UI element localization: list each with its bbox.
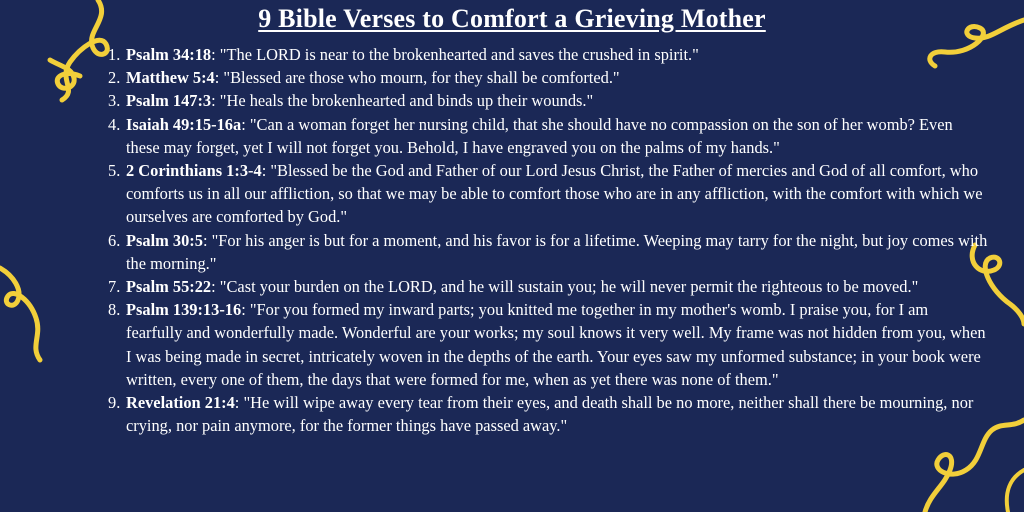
item-number: 8. (108, 300, 121, 320)
item-number: 3. (108, 91, 121, 111)
ribbon-streamer (0, 268, 40, 360)
verse-text: : "For you formed my inward parts; you knitted me together in my mother's womb. I praise you, for I am fearfully and wonderfully made. Wonderful are your works; my soul knows it very well. My frame was not hidden from you, when I was being made in secret, intricately woven in the depths of the earth. Your eyes saw my unformed substance; in your book were written, every one of them, the days that were formed for me, when as yet there was none of them." (126, 300, 986, 389)
item-number: 9. (108, 393, 121, 413)
page-title: 9 Bible Verses to Comfort a Grieving Mother (258, 4, 766, 33)
list-item (108, 298, 988, 391)
list-item (108, 66, 988, 89)
item-number: 2. (108, 68, 121, 88)
list-item (108, 43, 988, 66)
item-number: 1. (108, 45, 121, 64)
ribbon-streamer (1007, 470, 1024, 512)
verse-reference: Isaiah 49:15-16a (126, 114, 242, 134)
verse-text: : "Can a woman forget her nursing child, that she should have no compassion on the son of her womb? Even these may forget, yet I will not forget you. Behold, I have engraved you on the palms of my hands." (126, 114, 953, 157)
verse-reference: Psalm 30:5 (126, 230, 203, 250)
verse-text: : "Blessed be the God and Father of our Lord Jesus Christ, the Father of mercies and God of all comfort, who comforts us in all our affliction, so that we may be able to comfort those who are in any affliction, with the comfort with which we ourselves are comforted by God." (126, 161, 983, 227)
verse-text: : "He will wipe away every tear from their eyes, and death shall be no more, neither shall there be mourning, nor crying, nor pain anymore, for the former things have passed away." (126, 393, 974, 436)
verse-text: : "Blessed are those who mourn, for they shall be comforted." (214, 68, 620, 88)
item-number: 4. (108, 114, 121, 134)
verse-text: : "He heals the brokenhearted and binds up their wounds." (211, 91, 594, 111)
verse-reference: Psalm 139:13-16 (126, 300, 242, 320)
list-item (108, 275, 988, 298)
verse-list (108, 43, 988, 437)
verse-reference: 2 Corinthians 1:3-4 (126, 161, 262, 181)
verse-reference: Psalm 34:18 (126, 45, 212, 64)
verse-reference: Psalm 147:3 (126, 91, 212, 111)
verse-text: : "Cast your burden on the LORD, and he will sustain you; he will never permit the righteous to be moved." (211, 277, 919, 297)
list-item (108, 391, 988, 437)
list-item (108, 89, 988, 112)
verse-reference: Matthew 5:4 (126, 68, 215, 88)
item-number: 5. (108, 161, 121, 181)
verse-reference: Revelation 21:4 (126, 393, 235, 413)
list-item (108, 159, 988, 229)
list-item (108, 113, 988, 159)
verse-text: : "For his anger is but for a moment, and his favor is for a lifetime. Weeping may tarry for the night, but joy comes with the morning." (126, 230, 988, 273)
item-number: 6. (108, 230, 121, 250)
item-number: 7. (108, 277, 121, 297)
verse-reference: Psalm 55:22 (126, 277, 212, 297)
list-item (108, 229, 988, 275)
verse-text: : "The LORD is near to the brokenhearted and saves the crushed in spirit." (211, 45, 699, 64)
ribbon-streamer (50, 60, 80, 88)
